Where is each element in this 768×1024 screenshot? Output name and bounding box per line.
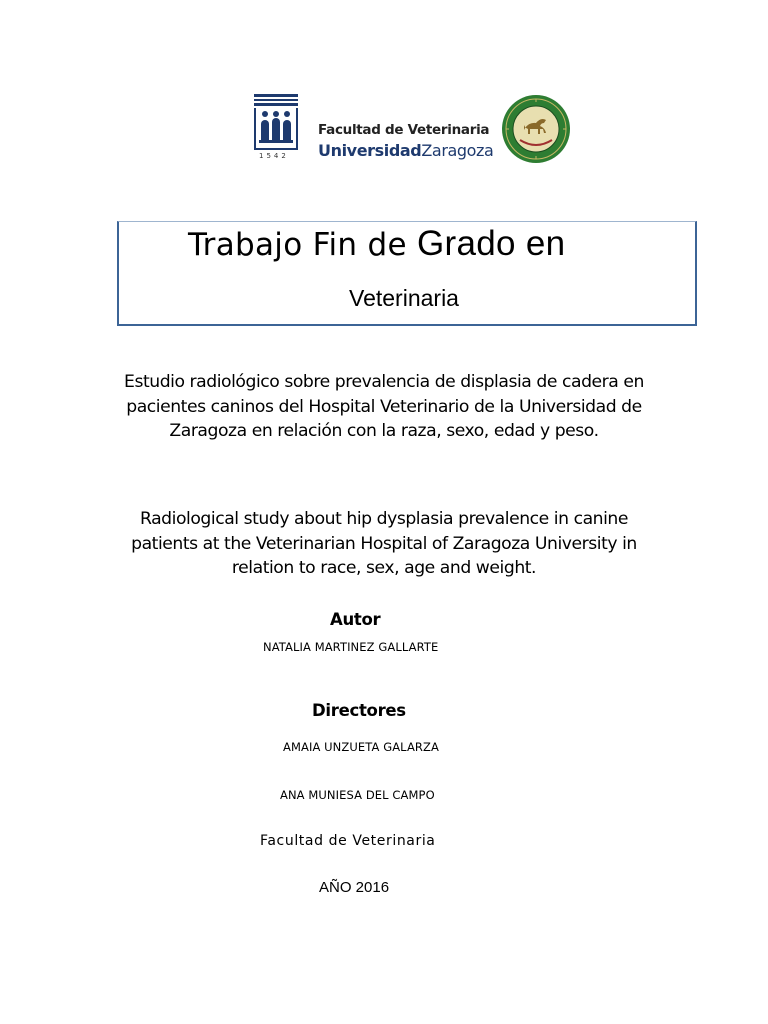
directors-heading: Directores bbox=[312, 701, 406, 720]
faculty-label: Facultad de Veterinaria bbox=[260, 833, 436, 849]
author-heading: Autor bbox=[330, 610, 381, 629]
author-name: NATALIA MARTINEZ GALLARTE bbox=[263, 640, 439, 654]
logo-year: 1542 bbox=[259, 152, 289, 160]
university-bold: Universidad bbox=[318, 140, 422, 160]
year-label: AÑO 2016 bbox=[319, 879, 390, 896]
university-city: Zaragoza bbox=[421, 140, 494, 160]
title-part-1: Trabajo Fin de bbox=[188, 227, 418, 263]
faculty-seal bbox=[500, 94, 572, 164]
spanish-title: Estudio radiológico sobre prevalencia de displasia de cadera en pacientes caninos del Hospital Veterinario de la Universidad de Zaragoza en relación con la raza, sexo, edad y peso. bbox=[124, 372, 644, 441]
title-part-2: Grado en bbox=[417, 224, 566, 263]
faculty-name: Facultad de Veterinaria bbox=[318, 122, 490, 138]
english-title: Radiological study about hip dysplasia prevalence in canine patients at the Veterinarian Hospital of Zaragoza University in relation to race, sex, age and weight. bbox=[131, 509, 637, 578]
director-name-2: ANA MUNIESA DEL CAMPO bbox=[280, 788, 435, 802]
university-line bbox=[318, 140, 494, 160]
director-name-1: AMAIA UNZUETA GALARZA bbox=[283, 740, 439, 754]
university-logo bbox=[250, 92, 302, 164]
document-title bbox=[188, 224, 565, 264]
university-name bbox=[318, 124, 493, 159]
document-subtitle: Veterinaria bbox=[349, 285, 459, 311]
